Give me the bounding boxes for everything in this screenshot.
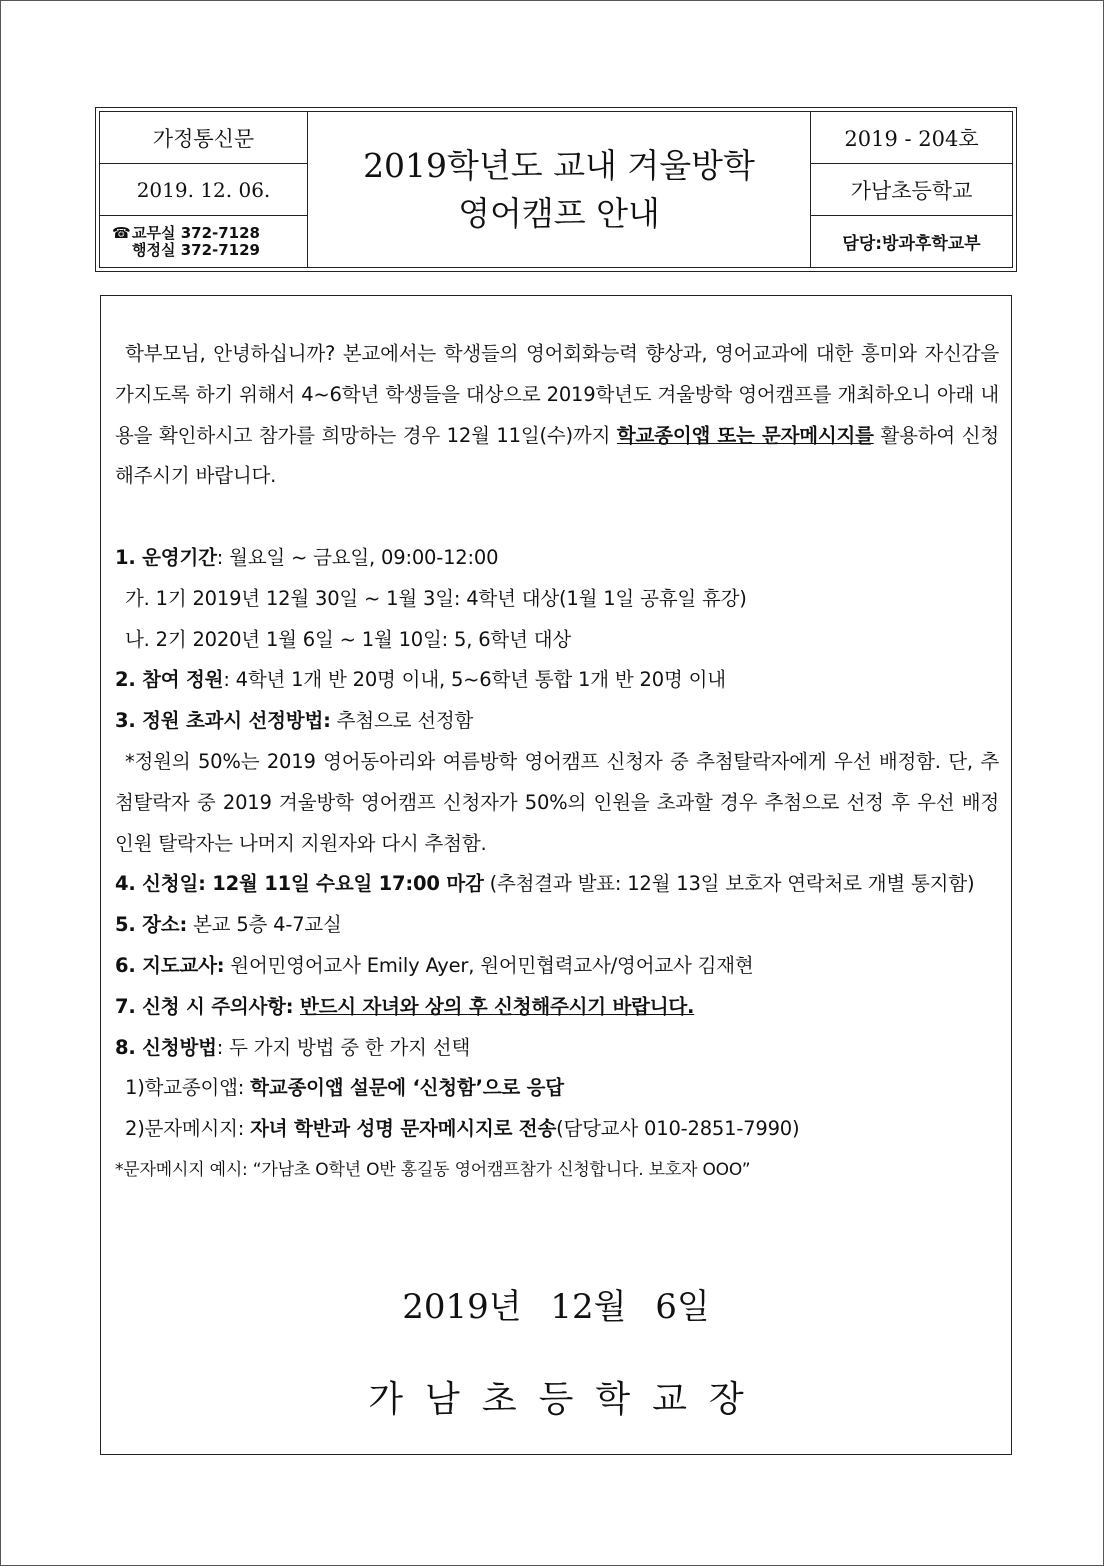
signature-issuer: 가남초등학교장 — [368, 1379, 766, 1420]
letter-header — [99, 111, 1013, 268]
document-type: 가정통신문 — [100, 112, 308, 164]
item-8: 8. 신청방법: 두 가지 방법 중 한 가지 선택 — [115, 1035, 471, 1059]
phone-numbers — [100, 216, 308, 268]
intro-emphasis: 학교종이앱 또는 문자메시지를 — [616, 423, 874, 447]
intro-paragraph: 학부모님, 안녕하십니까? 본교에서는 학생들의 영어회화능력 향상과, 영어교과에 대한 흥미와 자신감을 가지도록 하기 위해서 4~6학년 학생들을 대상으로 2019학년도 겨울방학 영어캠프를 개최하오니 아래 내용을 확인하시고 참가를 희망하는 경우 12월 11일(수)까지 학교종이앱 또는 문자메시지를 활용하여 신청해주시기 바랍니다. — [115, 342, 999, 488]
phone-admin: 행정실 372-7129 — [132, 240, 260, 259]
phone-icon: ☎ — [112, 223, 131, 242]
item-8-sub-2: 2)문자메시지: 자녀 학반과 성명 문자메시지로 전송(담당교사 010-2851-7990) — [125, 1117, 800, 1141]
item-2: 2. 참여 정원: 4학년 1개 반 20명 이내, 5~6학년 통합 1개 반 20명 이내 — [115, 668, 726, 692]
item-8-sub-1: 1)학교종이앱: 학교종이앱 설문에 ‘신청함’으로 응답 — [125, 1076, 564, 1100]
item-6: 6. 지도교사: 원어민영어교사 Emily Ayer, 원어민협력교사/영어교사 김재현 — [115, 953, 754, 977]
item-4: 4. 신청일: 12월 11일 수요일 17:00 마감 (추첨결과 발표: 12월 13일 보호자 연락처로 개별 통지함) — [115, 872, 975, 896]
item-1-sub-1: 가. 1기 2019년 12월 30일 ~ 1월 3일: 4학년 대상(1월 1일 공휴일 휴강) — [125, 586, 747, 610]
title-line-2: 영어캠프 안내 — [458, 193, 660, 233]
item-5: 5. 장소: 본교 5층 4-7교실 — [115, 913, 342, 937]
item-8-note: *문자메시지 예시: “가남초 O학년 O반 홍길동 영어캠프참가 신청합니다. 보호자 OOO” — [115, 1159, 751, 1180]
phone-office: 교무실 372-7128 — [132, 223, 260, 242]
document-title — [308, 112, 811, 268]
item-3-note: *정원의 50%는 2019 영어동아리와 여름방학 영어캠프 신청자 중 추첨탈락자에게 우선 배정함. 단, 추첨탈락자 중 2019 겨울방학 영어캠프 신청자가 50%의 인원을 초과할 경우 추첨으로 선정 후 우선 배정 인원 탈락자는 나머지 지원자와 다시 추첨함. — [115, 749, 999, 855]
item-3: 3. 정원 초과시 선정방법: 추첨으로 선정함 — [115, 709, 474, 733]
department: 담당:방과후학교부 — [811, 216, 1013, 268]
title-line-1: 2019학년도 교내 겨울방학 — [363, 145, 755, 185]
item-7: 7. 신청 시 주의사항: 반드시 자녀와 상의 후 신청해주시기 바랍니다. — [115, 994, 695, 1018]
signature-date: 2019년 12월 6일 — [402, 1287, 710, 1327]
document-date: 2019. 12. 06. — [100, 164, 308, 216]
notice-body — [100, 295, 1012, 1455]
item-1: 1. 운영기간: 월요일 ~ 금요일, 09:00-12:00 — [115, 545, 499, 569]
school-name: 가남초등학교 — [811, 164, 1013, 216]
item-1-sub-2: 나. 2기 2020년 1월 6일 ~ 1월 10일: 5, 6학년 대상 — [125, 627, 571, 651]
issue-number: 2019 - 204호 — [811, 112, 1013, 164]
